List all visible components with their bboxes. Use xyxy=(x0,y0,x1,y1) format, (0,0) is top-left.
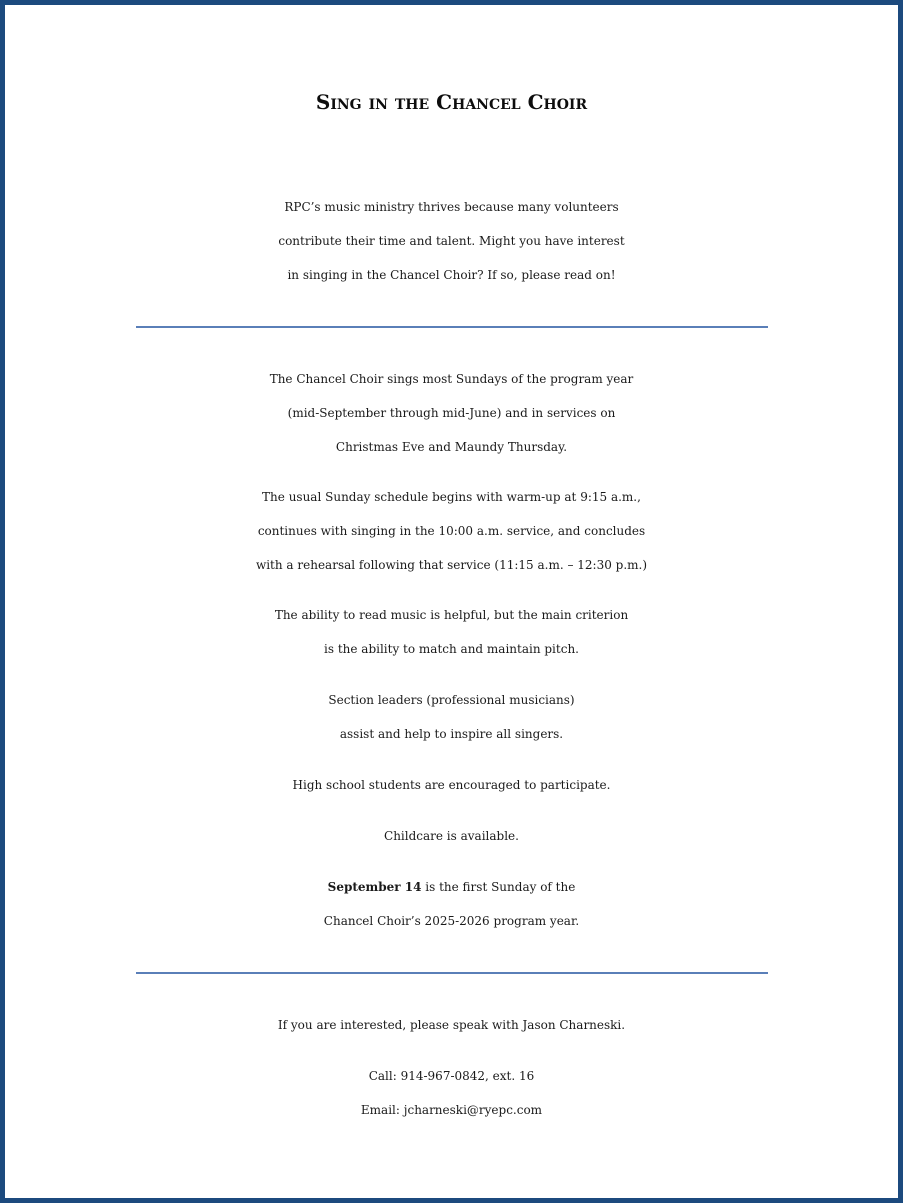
ability-paragraph xyxy=(0,598,903,666)
intro-line: contribute their time and talent. Might you have interest xyxy=(278,234,625,248)
intro-line: in singing in the Chancel Choir? If so, please read on! xyxy=(287,268,616,282)
childcare-paragraph xyxy=(0,819,903,853)
section-leaders-paragraph xyxy=(0,683,903,751)
first-sunday-paragraph xyxy=(0,870,903,938)
schedule-year-line: Christmas Eve and Maundy Thursday. xyxy=(335,440,568,454)
section-leaders-line: Section leaders (professional musicians) xyxy=(328,693,575,707)
ability-line: The ability to read music is helpful, but the main criterion xyxy=(274,608,629,622)
divider-bottom xyxy=(136,972,768,974)
section-leaders-line: assist and help to inspire all singers. xyxy=(339,727,564,741)
first-sunday-text: is the first Sunday of the xyxy=(421,880,576,894)
ability-line: is the ability to match and maintain pitch. xyxy=(324,642,579,656)
sunday-schedule-line: The usual Sunday schedule begins with warm-up at 9:15 a.m., xyxy=(262,490,641,504)
first-sunday-line: Chancel Choir’s 2025-2026 program year. xyxy=(323,914,580,928)
interest-line: If you are interested, please speak with Jason Charneski. xyxy=(277,1018,626,1032)
schedule-year-line: (mid-September through mid-June) and in services on xyxy=(287,406,616,420)
sunday-schedule-line: with a rehearsal following that service (11:15 a.m. – 12:30 p.m.) xyxy=(255,558,648,572)
first-sunday-line xyxy=(0,870,903,904)
sunday-schedule-line: continues with singing in the 10:00 a.m. service, and concludes xyxy=(257,524,646,538)
high-school-paragraph xyxy=(0,768,903,802)
schedule-year-paragraph xyxy=(0,362,903,464)
intro-line: RPC’s music ministry thrives because many volunteers xyxy=(284,200,619,214)
contact-phone: Call: 914-967-0842, ext. 16 xyxy=(368,1069,535,1083)
contact-paragraph xyxy=(0,1059,903,1127)
interest-paragraph xyxy=(0,1008,903,1042)
page-title: Sing in the Chancel Choir xyxy=(315,90,588,114)
intro-paragraph xyxy=(0,190,903,292)
schedule-year-line: The Chancel Choir sings most Sundays of the program year xyxy=(269,372,634,386)
contact-email: Email: jcharneski@ryepc.com xyxy=(360,1103,543,1117)
high-school-line: High school students are encouraged to participate. xyxy=(292,778,611,792)
divider-top xyxy=(136,326,768,328)
childcare-line: Childcare is available. xyxy=(384,829,519,843)
first-sunday-date: September 14 xyxy=(327,880,422,894)
sunday-schedule-paragraph xyxy=(0,480,903,582)
